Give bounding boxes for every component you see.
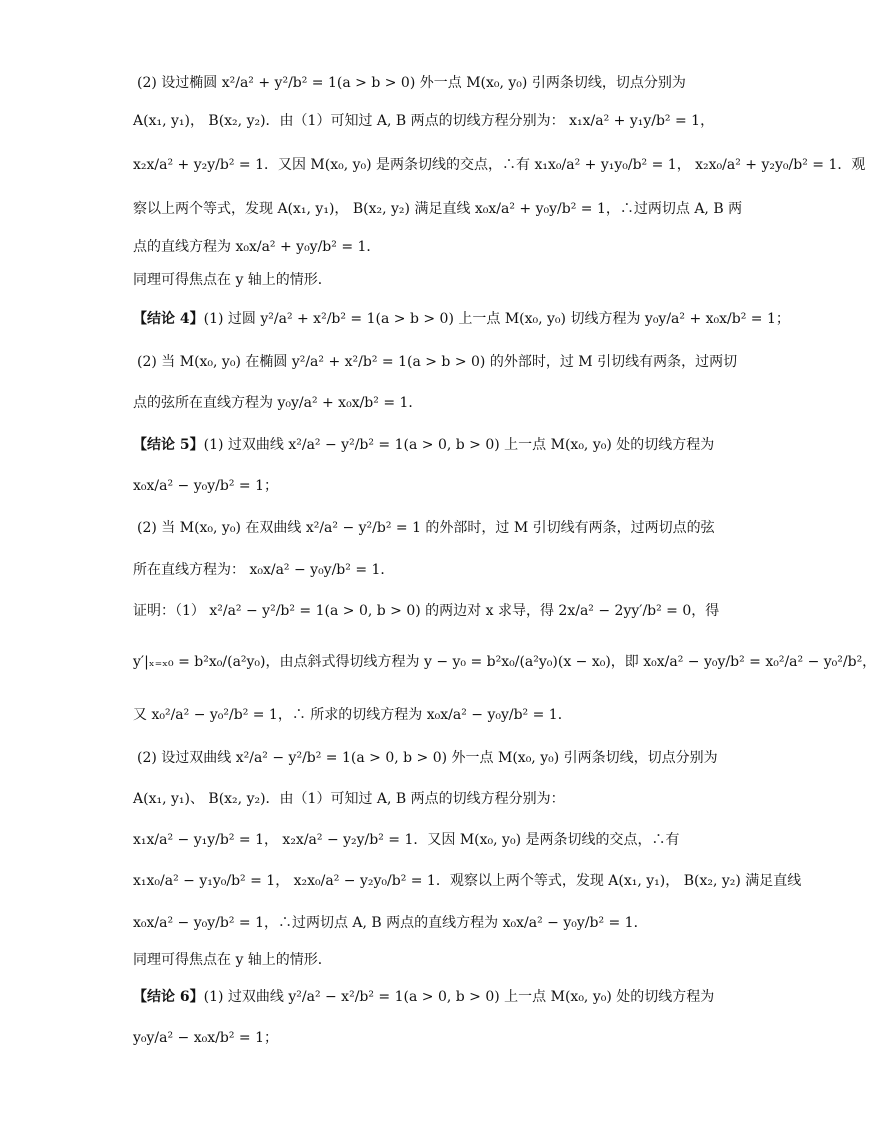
text-line: A(x₁, y₁)， B(x₂, y₂)．由（1）可知过 A, B 两点的切线方程分别为： x₁x/a² + y₁y/b² = 1， [133, 113, 715, 129]
text-line: x₂x/a² + y₂y/b² = 1．又因 M(x₀, y₀) 是两条切线的交点，∴有 x₁x₀/a² + y₁y₀/b² = 1， x₂x₀/a² + y₂y₀/b² = 1．观 [133, 157, 866, 173]
text-line: x₀x/a² − y₀y/b² = 1，∴过两切点 A, B 两点的直线方程为 x₀x/a² − y₀y/b² = 1． [133, 915, 648, 931]
text-line: x₁x/a² − y₁y/b² = 1， x₂x/a² − y₂y/b² = 1．又因 M(x₀, y₀) 是两条切线的交点，∴有 [133, 832, 680, 848]
text-line: y₀y/a² − x₀x/b² = 1； [133, 1030, 278, 1046]
text-line: 同理可得焦点在 y 轴上的情形． [133, 952, 332, 968]
line-body: (1) 过圆 y²/a² + x²/b² = 1(a > b > 0) 上一点 M(x₀, y₀) 切线方程为 y₀y/a² + x₀x/b² = 1； [203, 311, 790, 327]
text-line: y′|ₓ₌ₓ₀ = b²x₀/(a²y₀)，由点斜式得切线方程为 y − y₀ = b²x₀/(a²y₀)(x − x₀)，即 x₀x/a² − y₀y/b² = x₀²/a² − y₀²/b²， [133, 654, 876, 670]
text-line: 察以上两个等式，发现 A(x₁, y₁)， B(x₂, y₂) 满足直线 x₀x/a² + y₀y/b² = 1，∴过两切点 A, B 两 [133, 201, 743, 217]
text-line: (2) 当 M(x₀, y₀) 在椭圆 y²/a² + x²/b² = 1(a > b > 0) 的外部时，过 M 引切线有两条，过两切 [137, 354, 738, 370]
text-line: A(x₁, y₁)、 B(x₂, y₂)．由（1）可知过 A, B 两点的切线方程分别为： [133, 791, 565, 807]
conclusion-label: 【结论 6】 [133, 989, 204, 1005]
conclusion-label: 【结论 5】 [133, 437, 204, 453]
line-body: (1) 过双曲线 y²/a² − x²/b² = 1(a > 0, b > 0) 上一点 M(x₀, y₀) 处的切线方程为 [203, 989, 715, 1005]
proof-line: 证明：（1） x²/a² − y²/b² = 1(a > 0, b > 0) 的两边对 x 求导，得 2x/a² − 2yy′/b² = 0，得 [133, 603, 720, 619]
text-line: (2) 设过椭圆 x²/a² + y²/b² = 1(a > b > 0) 外一点 M(x₀, y₀) 引两条切线，切点分别为 [137, 75, 686, 91]
text-line: x₀x/a² − y₀y/b² = 1； [133, 478, 278, 494]
text-line: 又 x₀²/a² − y₀²/b² = 1，∴ 所求的切线方程为 x₀x/a² − y₀y/b² = 1． [133, 707, 572, 723]
text-line: 所在直线方程为： x₀x/a² − y₀y/b² = 1． [133, 562, 395, 578]
text-line: (2) 当 M(x₀, y₀) 在双曲线 x²/a² − y²/b² = 1 的外部时，过 M 引切线有两条，过两切点的弦 [137, 520, 715, 536]
conclusion-label: 【结论 4】 [133, 311, 204, 327]
text-line: 同理可得焦点在 y 轴上的情形． [133, 272, 332, 288]
text-line: 点的直线方程为 x₀x/a² + y₀y/b² = 1． [133, 239, 381, 255]
text-line: x₁x₀/a² − y₁y₀/b² = 1， x₂x₀/a² − y₂y₀/b² = 1．观察以上两个等式，发现 A(x₁, y₁)， B(x₂, y₂) 满足直线 [133, 873, 802, 889]
conclusion-6-line [133, 987, 734, 1007]
line-body: (1) 过双曲线 x²/a² − y²/b² = 1(a > 0, b > 0) 上一点 M(x₀, y₀) 处的切线方程为 [203, 437, 715, 453]
text-line: (2) 设过双曲线 x²/a² − y²/b² = 1(a > 0, b > 0) 外一点 M(x₀, y₀) 引两条切线，切点分别为 [137, 750, 718, 766]
conclusion-5-line [133, 435, 734, 455]
conclusion-4-line [133, 309, 790, 329]
text-line: 点的弦所在直线方程为 y₀y/a² + x₀x/b² = 1． [133, 395, 423, 411]
